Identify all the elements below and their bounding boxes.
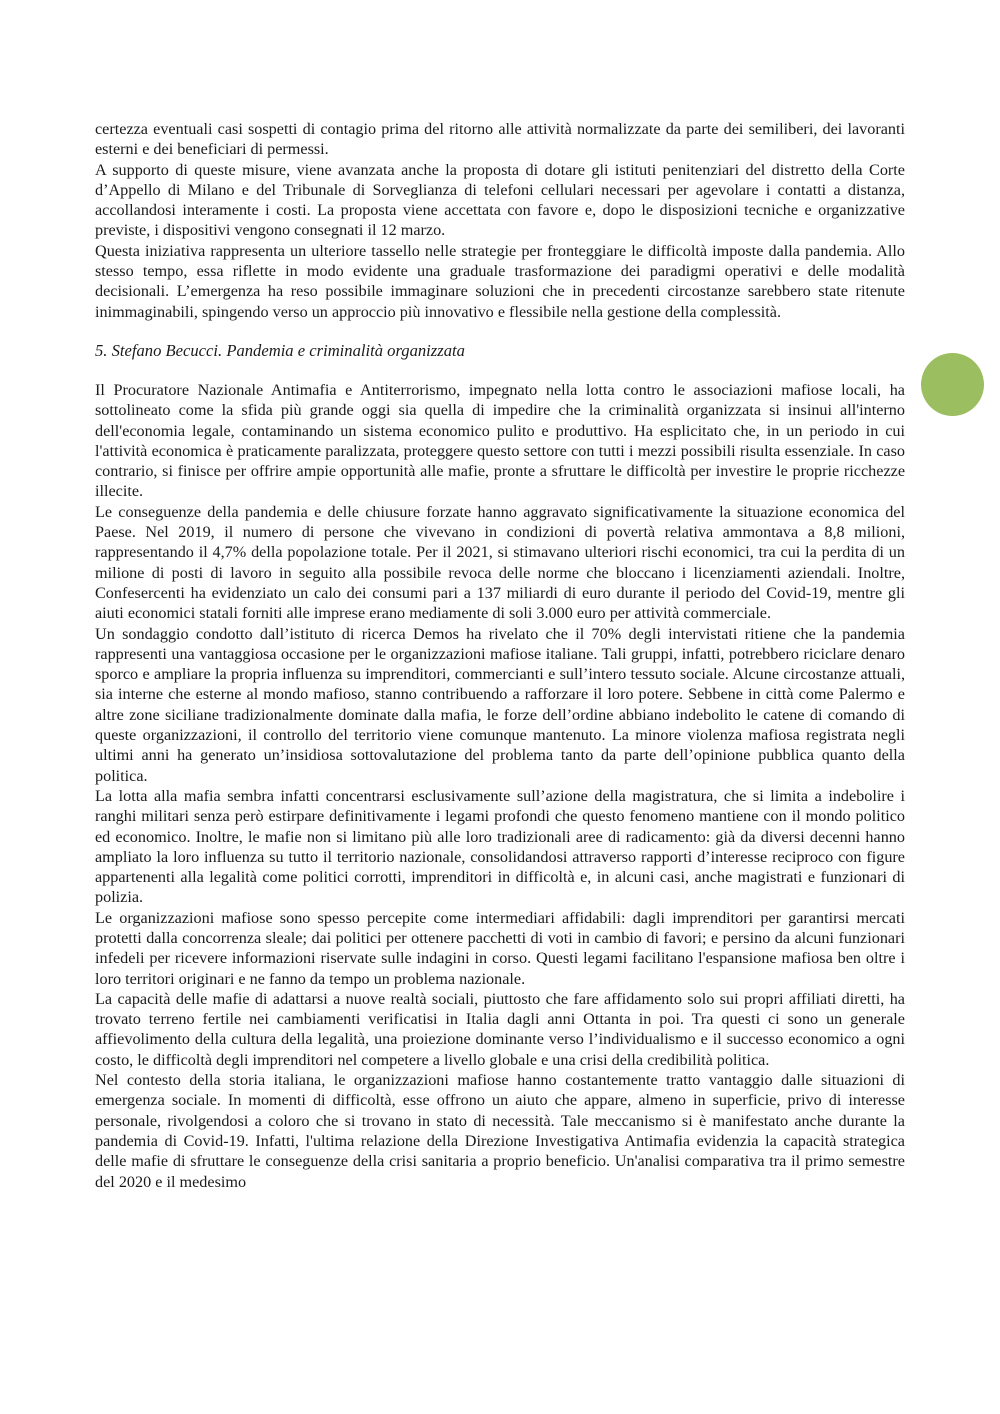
paragraph: Le organizzazioni mafiose sono spesso percepite come intermediari affidabili: dagli imprenditori per garantirsi mercati protetti dalla concorrenza sleale; dai politici per ottenere pacchetti di voti in cambio di favori; e persino da alcuni funzionari infedeli per ricevere informazioni riservate sulle indagini in corso. Questi legami facilitano l'espansione mafiosa ben oltre i loro territori originari e ne fanno da tempo un problema nazionale. — [95, 908, 905, 988]
decorative-green-circle — [921, 353, 984, 416]
paragraph: La capacità delle mafie di adattarsi a nuove realtà sociali, piuttosto che fare affidamento solo sui propri affiliati diretti, ha trovato terreno fertile nei cambiamenti verificatisi in Italia dagli anni Ottanta in poi. Tra questi ci sono un generale affievolimento della cultura della legalità, una proiezione dominante verso l’individualismo e il successo economico a ogni costo, le difficoltà degli imprenditori nel competere a livello globale e una crisi della credibilità politica. — [95, 989, 905, 1069]
paragraph: La lotta alla mafia sembra infatti concentrarsi esclusivamente sull’azione della magistratura, che si limita a indebolire i ranghi militari senza però estirpare definitivamente i legami profondi che questo fenomeno mantiene con il mondo politico ed economico. Inoltre, le mafie non si limitano più alle loro tradizionali aree di radicamento: già da diversi decenni hanno ampliato la loro influenza su tutto il territorio nazionale, consolidandosi attraverso rapporti d’interesse reciproco con figure appartenenti alla legalità come politici corrotti, imprenditori in difficoltà e, in alcuni casi, anche magistrati e funzionari di polizia. — [95, 786, 905, 907]
paragraph: Questa iniziativa rappresenta un ulteriore tassello nelle strategie per fronteggiare le difficoltà imposte dalla pandemia. Allo stesso tempo, essa riflette in modo evidente una graduale trasformazione dei paradigmi operativi e delle modalità decisionali. L’emergenza ha reso possibile immaginare soluzioni che in precedenti circostanze sarebbero state ritenute inimmaginabili, spingendo verso un approccio più innovativo e flessibile nella gestione della complessità. — [95, 241, 905, 321]
document-page — [95, 119, 905, 1192]
paragraph: Le conseguenze della pandemia e delle chiusure forzate hanno aggravato significativamente la situazione economica del Paese. Nel 2019, il numero di persone che vivevano in condizioni di povertà relativa ammontava a 8,8 milioni, rappresentando il 4,7% della popolazione totale. Per il 2021, si stimavano ulteriori rischi economici, tra cui la perdita di un milione di posti di lavoro in seguito alla possibile revoca delle norme che bloccano i licenziamenti aziendali. Inoltre, Confesercenti ha evidenziato un calo dei consumi pari a 137 miliardi di euro durante il periodo del Covid-19, mentre gli aiuti economici statali forniti alle imprese erano mediamente di soli 3.000 euro per attività commerciale. — [95, 502, 905, 623]
section-heading: 5. Stefano Becucci. Pandemia e criminalità organizzata — [95, 340, 465, 360]
paragraph: certezza eventuali casi sospetti di contagio prima del ritorno alle attività normalizzate da parte dei semiliberi, dei lavoranti esterni e dei beneficiari di permessi. — [95, 120, 905, 159]
paragraph: Il Procuratore Nazionale Antimafia e Antiterrorismo, impegnato nella lotta contro le associazioni mafiose locali, ha sottolineato come la sfida più grande oggi sia quella di impedire che la criminalità organizzata si insinui all'interno dell'economia legale, contaminando un sistema economico pulito e produttivo. Ha esplicitato che, in un periodo in cui l'attività economica è praticamente paralizzata, proteggere questo settore con tutti i mezzi possibili risulta essenziale. In caso contrario, si finisce per offrire ampie opportunità alle mafie, pronte a sfruttare le difficoltà per investire le proprie ricchezze illecite. — [95, 380, 905, 501]
paragraph: Un sondaggio condotto dall’istituto di ricerca Demos ha rivelato che il 70% degli intervistati ritiene che la pandemia rappresenti una vantaggiosa occasione per le organizzazioni mafiose italiane. Tali gruppi, infatti, potrebbero riciclare denaro sporco e ampliare la propria influenza su imprenditori, commercianti e sull’intero tessuto sociale. Alcune circostanze attuali, sia interne che esterne al mondo mafioso, stanno contribuendo a rafforzare il loro potere. Sebbene in città come Palermo e altre zone siciliane tradizionalmente dominate dalla mafia, le forze dell’ordine abbiano indebolito le catene di comando di queste organizzazioni, il controllo del territorio viene comunque mantenuto. La minore violenza mafiosa registrata negli ultimi anni ha generato un’insidiosa sottovalutazione del problema tanto da parte dell’opinione pubblica quanto della politica. — [95, 624, 905, 785]
paragraph: Nel contesto della storia italiana, le organizzazioni mafiose hanno costantemente tratto vantaggio dalle situazioni di emergenza sociale. In momenti di difficoltà, esse offrono un aiuto che appare, almeno in superficie, privo di interesse personale, rivolgendosi a coloro che si trovano in stato di necessità. Tale meccanismo si è manifestato anche durante la pandemia di Covid-19. Infatti, l'ultima relazione della Direzione Investigativa Antimafia evidenzia la capacità strategica delle mafie di sfruttare le conseguenze della crisi sanitaria a proprio beneficio. Un'analisi comparativa tra il primo semestre del 2020 e il medesimo — [95, 1071, 905, 1191]
paragraph: A supporto di queste misure, viene avanzata anche la proposta di dotare gli istituti penitenziari del distretto della Corte d’Appello di Milano e del Tribunale di Sorveglianza di telefoni cellulari necessari per agevolare i contatti a distanza, accollandosi interamente i costi. La proposta viene accettata con favore e, dopo le disposizioni tecniche e organizzative previste, i dispositivi vengono consegnati il 12 marzo. — [95, 160, 905, 240]
